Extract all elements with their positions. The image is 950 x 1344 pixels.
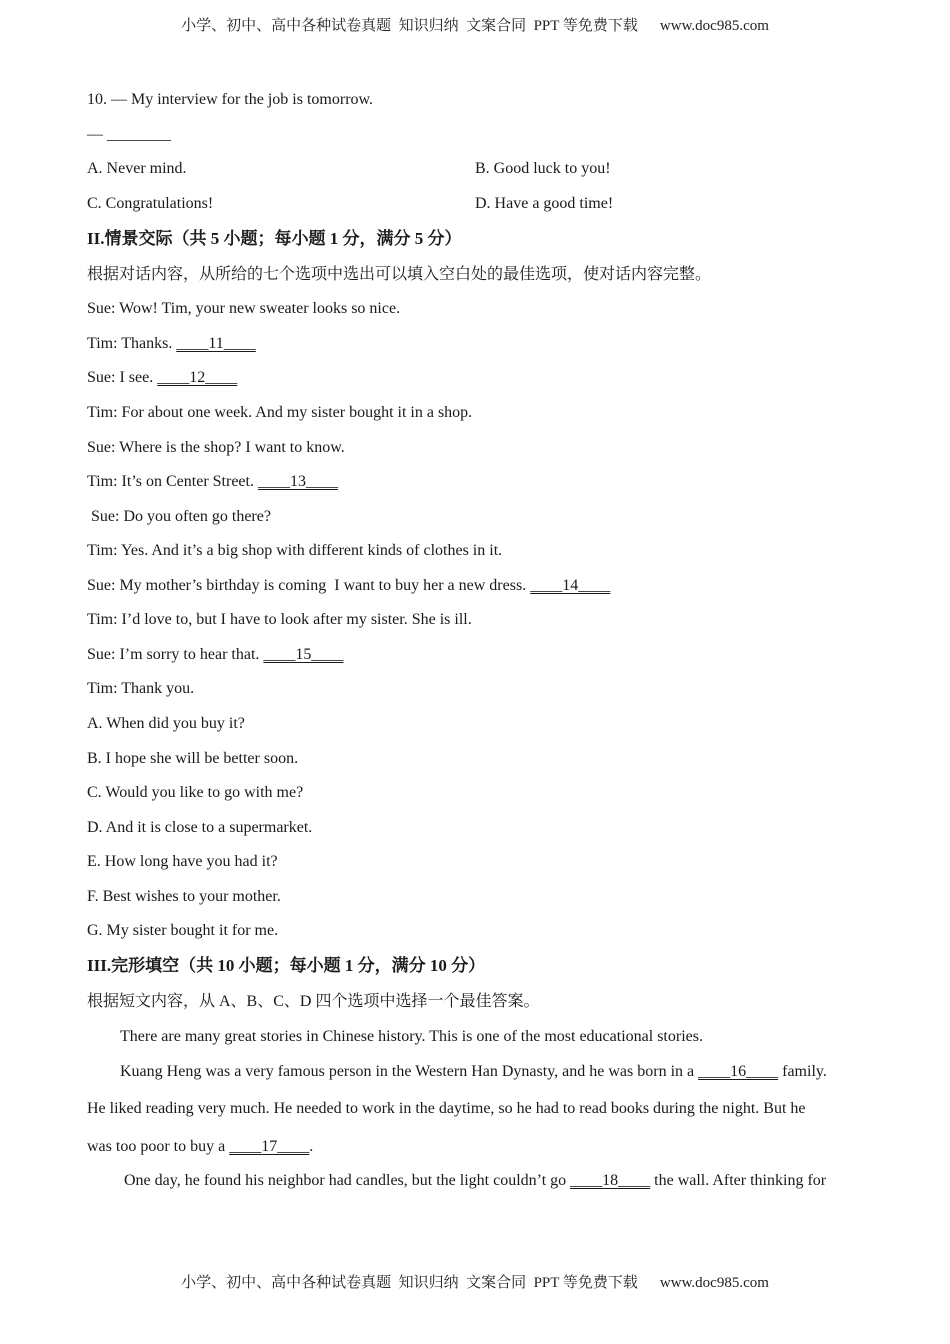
dialogue-text: Sue: Wow! Tim, your new sweater looks so nice. (87, 300, 401, 317)
dialogue-text: Sue: I see. (87, 369, 158, 386)
section3-title: III.完形填空（共 10 小题；每小题 1 分，满分 10 分） (87, 956, 486, 975)
dialogue-line (87, 403, 472, 423)
passage-paragraph-1: There are many great stories in Chinese history. This is one of the most educational stories. (120, 1028, 703, 1045)
blank-18: ____18____ (570, 1172, 651, 1189)
section2-option-c: C. Would you like to go with me? (87, 784, 304, 801)
dialogue-line (87, 334, 256, 354)
section2-option-b: B. I hope she will be better soon. (87, 750, 299, 767)
section2-option-e: E. How long have you had it? (87, 853, 278, 870)
passage-text: the wall. After thinking for (650, 1172, 827, 1189)
blank-12: ____12____ (157, 369, 238, 386)
q10-option-d: D. Have a good time! (475, 195, 614, 212)
header-text: 小学、初中、高中各种试卷真题 知识归纳 文案合同 PPT 等免费下载 (181, 18, 638, 34)
dialogue-text: Sue: My mother’s birthday is coming I want to buy her a new dress. (87, 577, 531, 594)
dialogue-text: Tim: I’d love to, but I have to look after my sister. She is ill. (87, 611, 472, 628)
blank-17: ____17____ (229, 1138, 310, 1155)
section2-instruction: 根据对话内容，从所给的七个选项中选出可以填入空白处的最佳选项，使对话内容完整。 (87, 266, 712, 283)
dialogue-text: Sue: I’m sorry to hear that. (87, 646, 264, 663)
dialogue-line (87, 679, 194, 699)
passage-line: He liked reading very much. He needed to work in the daytime, so he had to read books during the night. But he (87, 1100, 806, 1117)
section2-option-f: F. Best wishes to your mother. (87, 888, 281, 905)
blank-14: ____14____ (530, 577, 611, 594)
section3-instruction: 根据短文内容，从 A、B、C、D 四个选项中选择一个最佳答案。 (87, 993, 540, 1010)
blank-13: ____13____ (257, 473, 338, 490)
passage-text: family. (778, 1063, 827, 1080)
dialogue-line (87, 541, 502, 561)
section2-option-a: A. When did you buy it? (87, 715, 245, 732)
header-site: www.doc985.com (659, 18, 769, 34)
dialogue-line (87, 645, 343, 665)
blank-15: ____15____ (263, 646, 344, 663)
passage-text: was too poor to buy a (87, 1138, 230, 1155)
q10-option-b: B. Good luck to you! (475, 160, 611, 177)
section2-title: II.情景交际（共 5 小题；每小题 1 分，满分 5 分） (87, 229, 462, 248)
passage-text: One day, he found his neighbor had candles, but the light couldn’t go (120, 1172, 571, 1189)
passage-text: Kuang Heng was a very famous person in the Western Han Dynasty, and he was born in a (120, 1063, 699, 1080)
passage-paragraph-2 (120, 1062, 827, 1082)
dialogue-text: Tim: It’s on Center Street. (87, 473, 258, 490)
dialogue-text: Tim: Thanks. (87, 335, 177, 352)
q10-option-a: A. Never mind. (87, 160, 187, 177)
footer-text: 小学、初中、高中各种试卷真题 知识归纳 文案合同 PPT 等免费下载 (181, 1275, 638, 1291)
dialogue-line (87, 576, 610, 596)
dialogue-text: Tim: For about one week. And my sister bought it in a shop. (87, 404, 473, 421)
q10-stem: 10. — My interview for the job is tomorrow. (87, 91, 374, 108)
passage-line (87, 1137, 313, 1157)
passage-text: . (309, 1138, 314, 1155)
passage-paragraph-3 (120, 1171, 826, 1191)
dialogue-line (87, 368, 237, 388)
dialogue-line (87, 610, 472, 630)
q10-option-c: C. Congratulations! (87, 195, 214, 212)
dialogue-line (87, 438, 345, 458)
dialogue-text: Tim: Thank you. (87, 680, 195, 697)
page-footer (0, 1271, 950, 1292)
dialogue-text: Tim: Yes. And it’s a big shop with different kinds of clothes in it. (87, 542, 503, 559)
section2-option-d: D. And it is close to a supermarket. (87, 819, 313, 836)
dialogue-text: Sue: Where is the shop? I want to know. (87, 439, 345, 456)
dialogue-line (87, 299, 400, 319)
blank-11: ____11____ (176, 335, 256, 352)
dialogue-line (87, 472, 338, 492)
blank-16: ____16____ (698, 1063, 779, 1080)
dialogue-line (87, 507, 271, 527)
footer-site: www.doc985.com (659, 1275, 769, 1291)
dialogue-text: Sue: Do you often go there? (87, 508, 271, 525)
page-header (0, 14, 950, 35)
section2-option-g: G. My sister bought it for me. (87, 922, 279, 939)
q10-answer-line: — ________ (87, 126, 171, 143)
